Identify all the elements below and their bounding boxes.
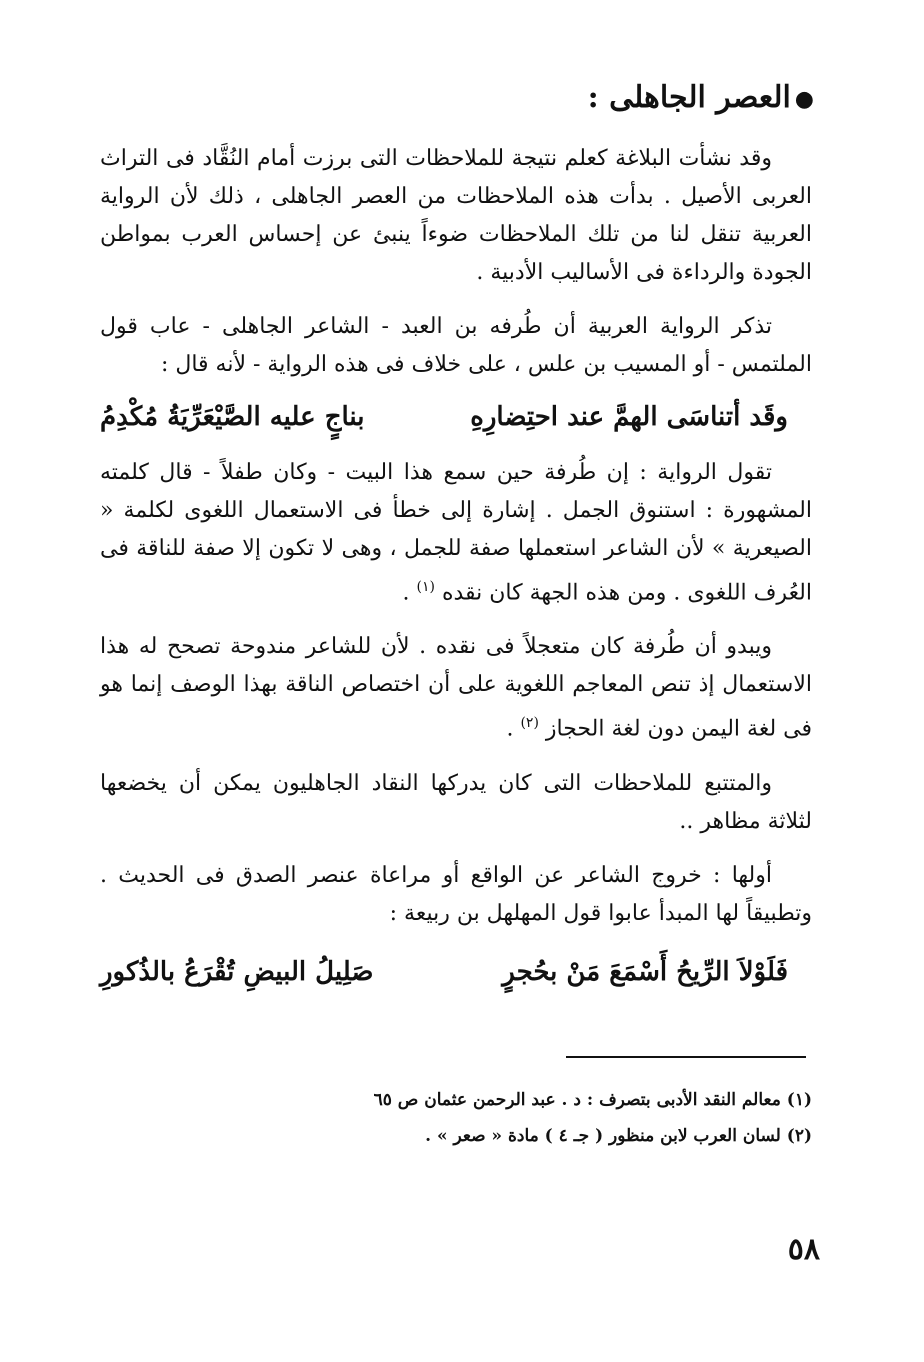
page-number: ٥٨ [787,1232,820,1267]
body-text [100,140,812,1009]
paragraph: أولها : خروج الشاعر عن الواقع أو مراعاة عنصر الصدق فى الحديث . وتطبيقاً لها المبدأ عابوا قول المهلهل بن ربيعة : [100,862,812,926]
footnote-ref: (٢) [520,715,539,732]
paragraph: وقد نشأت البلاغة كعلم نتيجة للملاحظات التى برزت أمام النُقَّاد فى التراث العربى الأصيل . بدأت هذه الملاحظات من العصر الجاهلى ، ذلك لأن الرواية العربية تنقل لنا من تلك الملاحظات ضوءاً ينبئ عن إحساس العرب بمواطن الجودة والرداءة فى الأساليب الأدبية . [100,146,812,285]
verse-line [100,949,812,995]
paragraph: والمتتبع للملاحظات التى كان يدركها النقاد الجاهليون يمكن أن يخضعها لثلاثة مظاهر .. [100,770,812,834]
verse-first-hemistich: وقَد أتناسَى الهمَّ عند احتِضارِهِ [470,402,788,432]
footnotes [100,1082,812,1154]
paragraph [100,628,812,748]
paragraph: تذكر الرواية العربية أن طُرفه بن العبد - الشاعر الجاهلى - عاب قول الملتمس - أو المسيب بن علس ، على خلاف فى هذه الرواية - لأنه قال : [100,314,812,377]
verse-first-hemistich: فَلَوْلاَ الرِّيحُ أَسْمَعَ مَنْ بحُجرٍ [502,956,788,987]
section-heading [588,80,814,115]
footnote: (١) معالم النقد الأدبى بتصرف : د . عبد الرحمن عثمان ص ٦٥ [373,1090,812,1110]
paragraph [100,454,812,612]
paragraph-text: ويبدو أن طُرفة كان متعجلاً فى نقده . لأن للشاعر مندوحة تصحح له هذا الاستعمال إذ تنص المعاجم اللغوية على أن اختصاص الناقة بهذا الوصف إنما هو فى لغة اليمن دون لغة الحجاز [100,634,812,742]
verse-second-hemistich: صَلِيلُ البيضِ تُقْرَعُ بالذُكورِ [100,956,374,987]
footnote: (٢) لسان العرب لابن منظور ( جـ ٤ ) مادة « صعر » . [425,1126,812,1146]
verse-line [100,394,812,440]
sentence-end: . [506,716,514,742]
section-heading-text: العصر الجاهلى : [587,80,791,115]
sentence-end: . [402,580,410,606]
paragraph-text: تقول الرواية : إن طُرفة حين سمع هذا البيت - وكان طفلاً - قال كلمته المشهورة : استنوق الجمل . إشارة إلى خطأ فى الاستعمال اللغوى لكلمة « الصيعرية » لأن الشاعر استعملها صفة للجمل ، وهى لا تكون إلا صفة للناقة فى العُرف اللغوى . ومن هذه الجهة كان نقده [100,460,812,606]
footnote-ref: (١) [416,579,435,595]
verse-second-hemistich: بناجٍ عليه الصَّيْعَرِّيَةُ مُكْدِمُ [100,402,365,432]
footnote-divider [566,1056,806,1058]
bullet-icon: ● [794,86,814,112]
